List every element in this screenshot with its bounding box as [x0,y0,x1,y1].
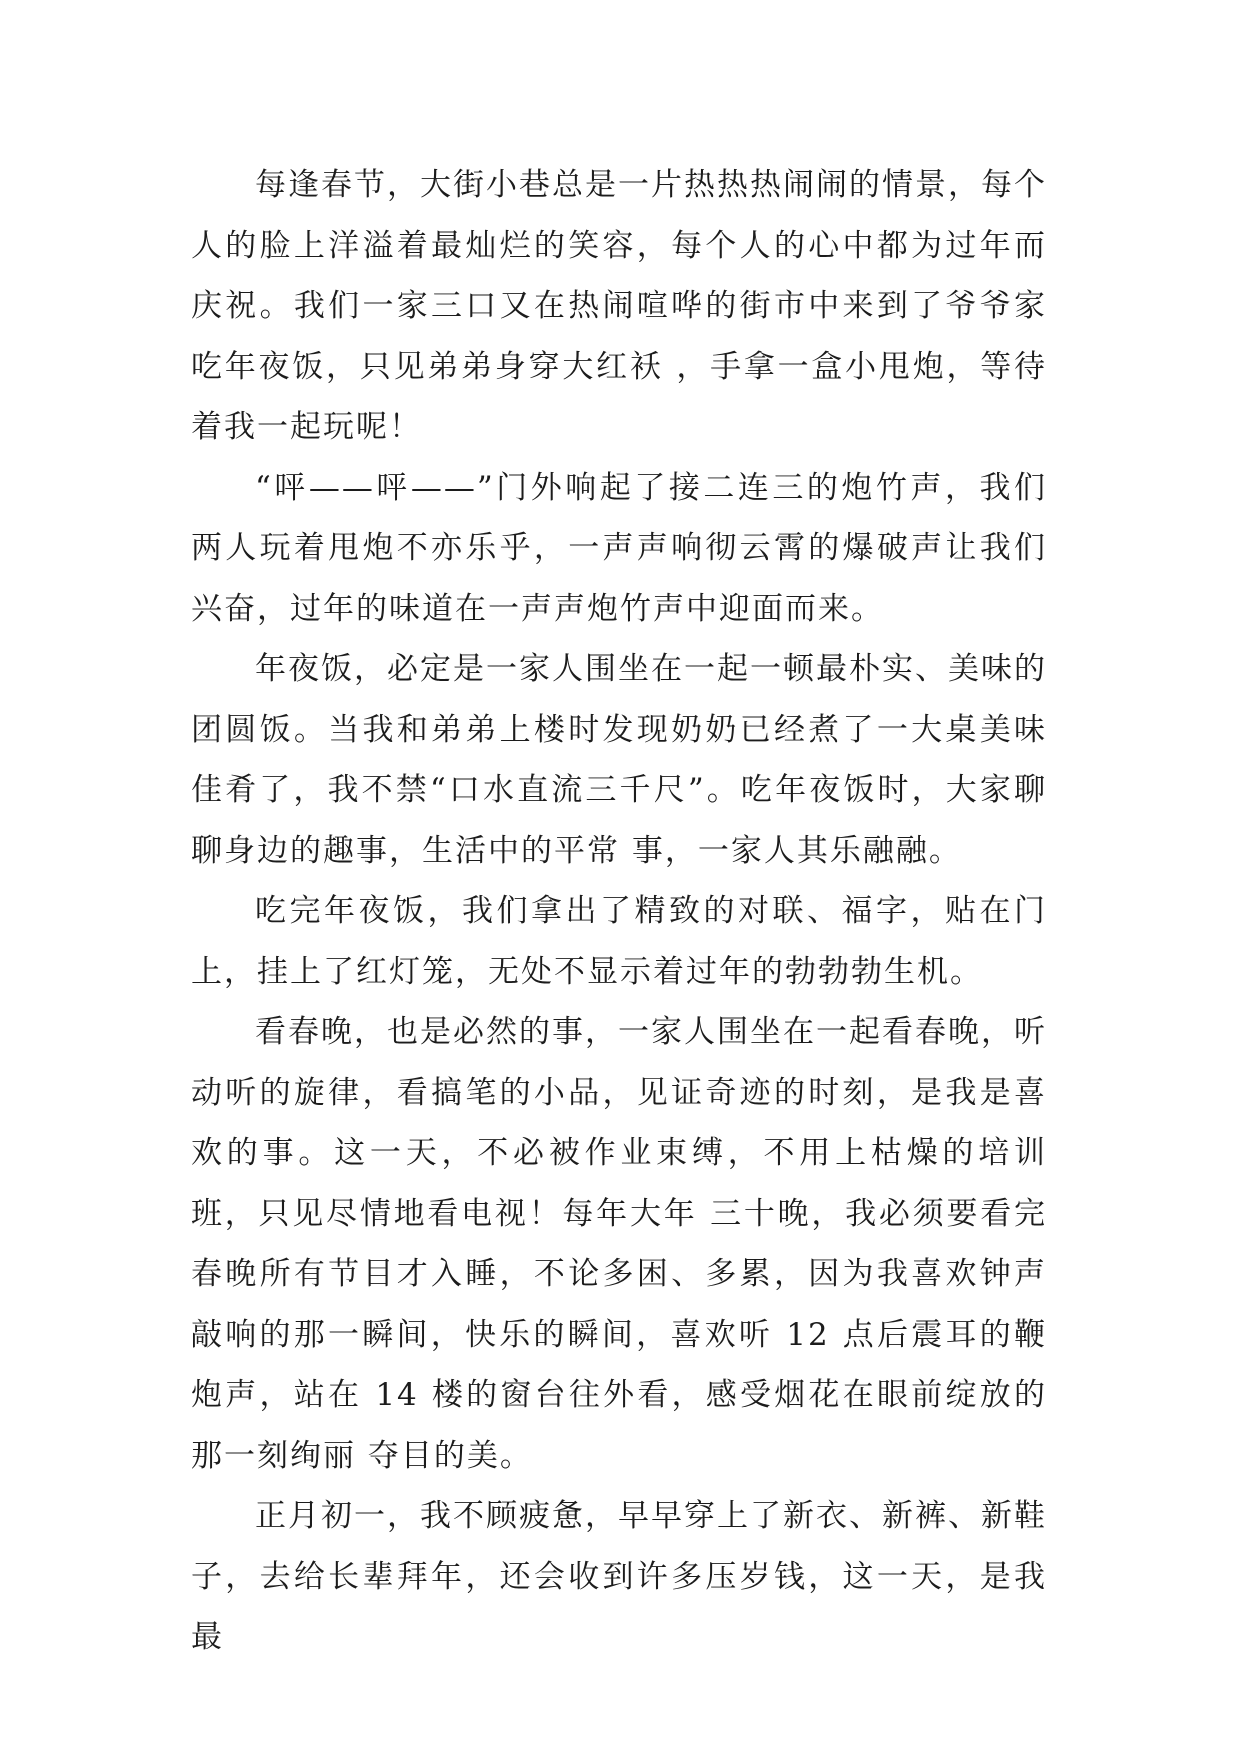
essay-body [191,155,1047,1668]
paragraph-firecrackers: “呯——呯——”门外响起了接二连三的炮竹声，我们两人玩着甩炮不亦乐乎，一声声响彻云霄的爆破声让我们兴奋，过年的味道在一声声炮竹声中迎面而来。 [191,469,1047,627]
paragraph-spring-gala: 看春晚，也是必然的事，一家人围坐在一起看春晚，听动听的旋律，看搞笔的小品，见证奇迹的时刻，是我是喜欢的事。这一天，不必被作业束缚，不用上枯燥的培训班，只见尽情地看电视！每年大年 三十晚，我必须要看完春晚所有节目才入睡，不论多困、多累，因为我喜欢钟声敲响的那一瞬间，快乐的瞬间，喜欢听 12 点后震耳的鞭炮声，站在 14 楼的窗台往外看，感受烟花在眼前绽放的那一刻绚丽 夺目的美。 [191,1014,1047,1474]
paragraph-new-year-day: 正月初一，我不顾疲惫，早早穿上了新衣、新裤、新鞋子，去给长辈拜年，还会收到许多压岁钱，这一天，是我最 [191,1498,1047,1655]
paragraph-couplets-lanterns: 吃完年夜饭，我们拿出了精致的对联、福字，贴在门上，挂上了红灯笼，无处不显示着过年的勃勃勃生机。 [191,893,1047,990]
paragraph-spring-festival-street: 每逢春节，大街小巷总是一片热热热闹闹的情景，每个人的脸上洋溢着最灿烂的笑容，每个人的心中都为过年而庆祝。我们一家三口又在热闹喧哗的街市中来到了爷爷家吃年夜饭，只见弟弟身穿大红袄 ，手拿一盒小甩炮，等待着我一起玩呢！ [191,167,1047,445]
paragraph-reunion-dinner: 年夜饭，必定是一家人围坐在一起一顿最朴实、美味的团圆饭。当我和弟弟上楼时发现奶奶已经煮了一大桌美味佳肴了，我不禁“口水直流三千尺”。吃年夜饭时，大家聊聊身边的趣事，生活中的平常 事，一家人其乐融融。 [191,651,1047,869]
